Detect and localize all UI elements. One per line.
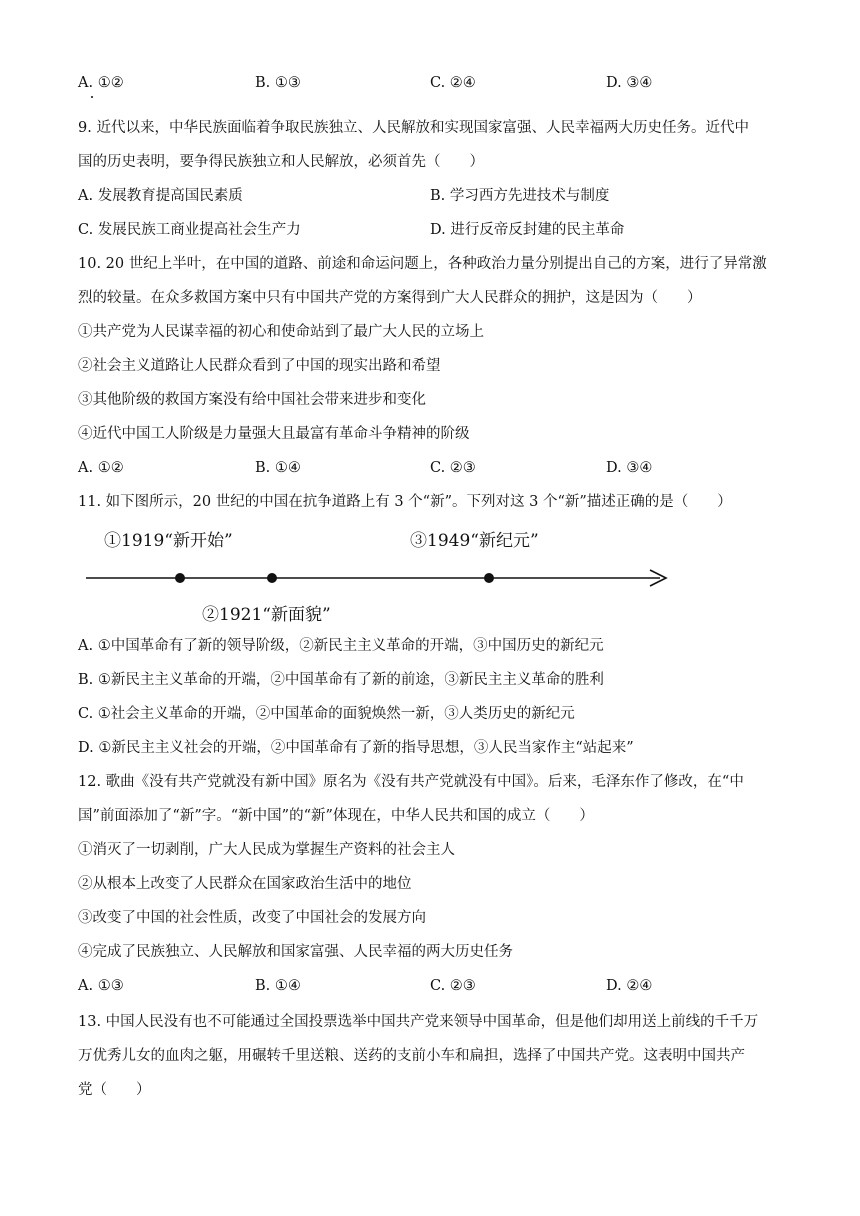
q12-option-d: D. ②④ — [606, 978, 653, 994]
q12-stem-line1: 12. 歌曲《没有共产党就没有新中国》原名为《没有共产党就没有中国》。后来，毛泽东作了修改，在“中 — [78, 774, 744, 790]
timeline-dot-1919 — [175, 573, 185, 583]
q13-stem-line3: 党（ ） — [78, 1082, 151, 1098]
q9-stem-line2: 国的历史表明，要争得民族独立和人民解放，必须首先（ ） — [78, 154, 484, 170]
q11-option-a: A. ①中国革命有了新的领导阶级，②新民主主义革命的开端，③中国历史的新纪元 — [78, 638, 604, 654]
q12-stem-line2: 国”前面添加了“新”字。“新中国”的“新”体现在，中华人民共和国的成立（ ） — [78, 808, 594, 824]
q10-option-b: B. ①④ — [255, 460, 301, 476]
q10-option-c: C. ②③ — [430, 460, 476, 476]
q11-timeline-figure — [78, 518, 698, 628]
q12-option-b: B. ①④ — [255, 978, 301, 994]
timeline-axis — [78, 560, 698, 600]
q11-option-b: B. ①新民主主义革命的开端，②中国革命有了新的前途，③新民主主义革命的胜利 — [78, 672, 604, 688]
q8-option-d: D. ③④ — [606, 75, 653, 91]
q9-stem-line1: 9. 近代以来，中华民族面临着争取民族独立、人民解放和实现国家富强、人民幸福两大历史任务。近代中 — [78, 120, 749, 136]
q8-option-c: C. ②④ — [430, 75, 476, 91]
q13-stem-line1: 13. 中国人民没有也不可能通过全国投票选举中国共产党来领导中国革命，但是他们却用送上前线的千千万 — [78, 1014, 759, 1030]
q11-option-d: D. ①新民主主义社会的开端，②中国革命有了新的指导思想，③人民当家作主“站起来” — [78, 740, 634, 756]
q10-option-a: A. ①② — [78, 460, 124, 476]
q12-item-3: ③改变了中国的社会性质，改变了中国社会的发展方向 — [78, 910, 426, 926]
q10-item-3: ③其他阶级的救国方案没有给中国社会带来进步和变化 — [78, 392, 426, 408]
timeline-dot-1949 — [484, 573, 494, 583]
q10-item-2: ②社会主义道路让人民群众看到了中国的现实出路和希望 — [78, 358, 441, 374]
timeline-label-1949: ③1949“新纪元” — [410, 531, 539, 551]
q10-option-d: D. ③④ — [606, 460, 653, 476]
q11-option-c: C. ①社会主义革命的开端，②中国革命的面貌焕然一新，③人类历史的新纪元 — [78, 706, 575, 722]
q10-item-4: ④近代中国工人阶级是力量强大且最富有革命斗争精神的阶级 — [78, 426, 470, 442]
q9-option-a: A. 发展教育提高国民素质 — [78, 188, 243, 204]
q10-stem-line1: 10. 20 世纪上半叶，在中国的道路、前途和命运问题上，各种政治力量分别提出自己的方案，进行了异常激 — [78, 256, 767, 272]
q8-option-b: B. ①③ — [255, 75, 301, 91]
q12-option-c: C. ②③ — [430, 978, 476, 994]
q12-option-a: A. ①③ — [78, 978, 124, 994]
q11-stem: 11. 如下图所示，20 世纪的中国在抗争道路上有 3 个“新”。下列对这 3 个“新”描述正确的是（ ） — [78, 494, 732, 510]
timeline-dot-1921 — [267, 573, 277, 583]
q8-option-a: A. ①② — [78, 75, 124, 91]
q13-stem-line2: 万优秀儿女的血肉之躯，用碾转千里送粮、送药的支前小车和扁担，选择了中国共产党。这表明中国共产 — [78, 1048, 745, 1064]
q10-item-1: ①共产党为人民谋幸福的初心和使命站到了最广大人民的立场上 — [78, 324, 484, 340]
q12-item-4: ④完成了民族独立、人民解放和国家富强、人民幸福的两大历史任务 — [78, 944, 513, 960]
timeline-label-1919: ①1919“新开始” — [104, 531, 233, 551]
timeline-label-1921: ②1921“新面貌” — [202, 605, 331, 625]
q12-item-2: ②从根本上改变了人民群众在国家政治生活中的地位 — [78, 876, 412, 892]
stray-dot — [91, 96, 93, 98]
q9-option-c: C. 发展民族工商业提高社会生产力 — [78, 222, 301, 238]
q9-option-d: D. 进行反帝反封建的民主革命 — [430, 222, 625, 238]
q10-stem-line2: 烈的较量。在众多救国方案中只有中国共产党的方案得到广大人民群众的拥护，这是因为（ ） — [78, 290, 702, 306]
q12-item-1: ①消灭了一切剥削，广大人民成为掌握生产资料的社会主人 — [78, 842, 455, 858]
q9-option-b: B. 学习西方先进技术与制度 — [430, 188, 610, 204]
